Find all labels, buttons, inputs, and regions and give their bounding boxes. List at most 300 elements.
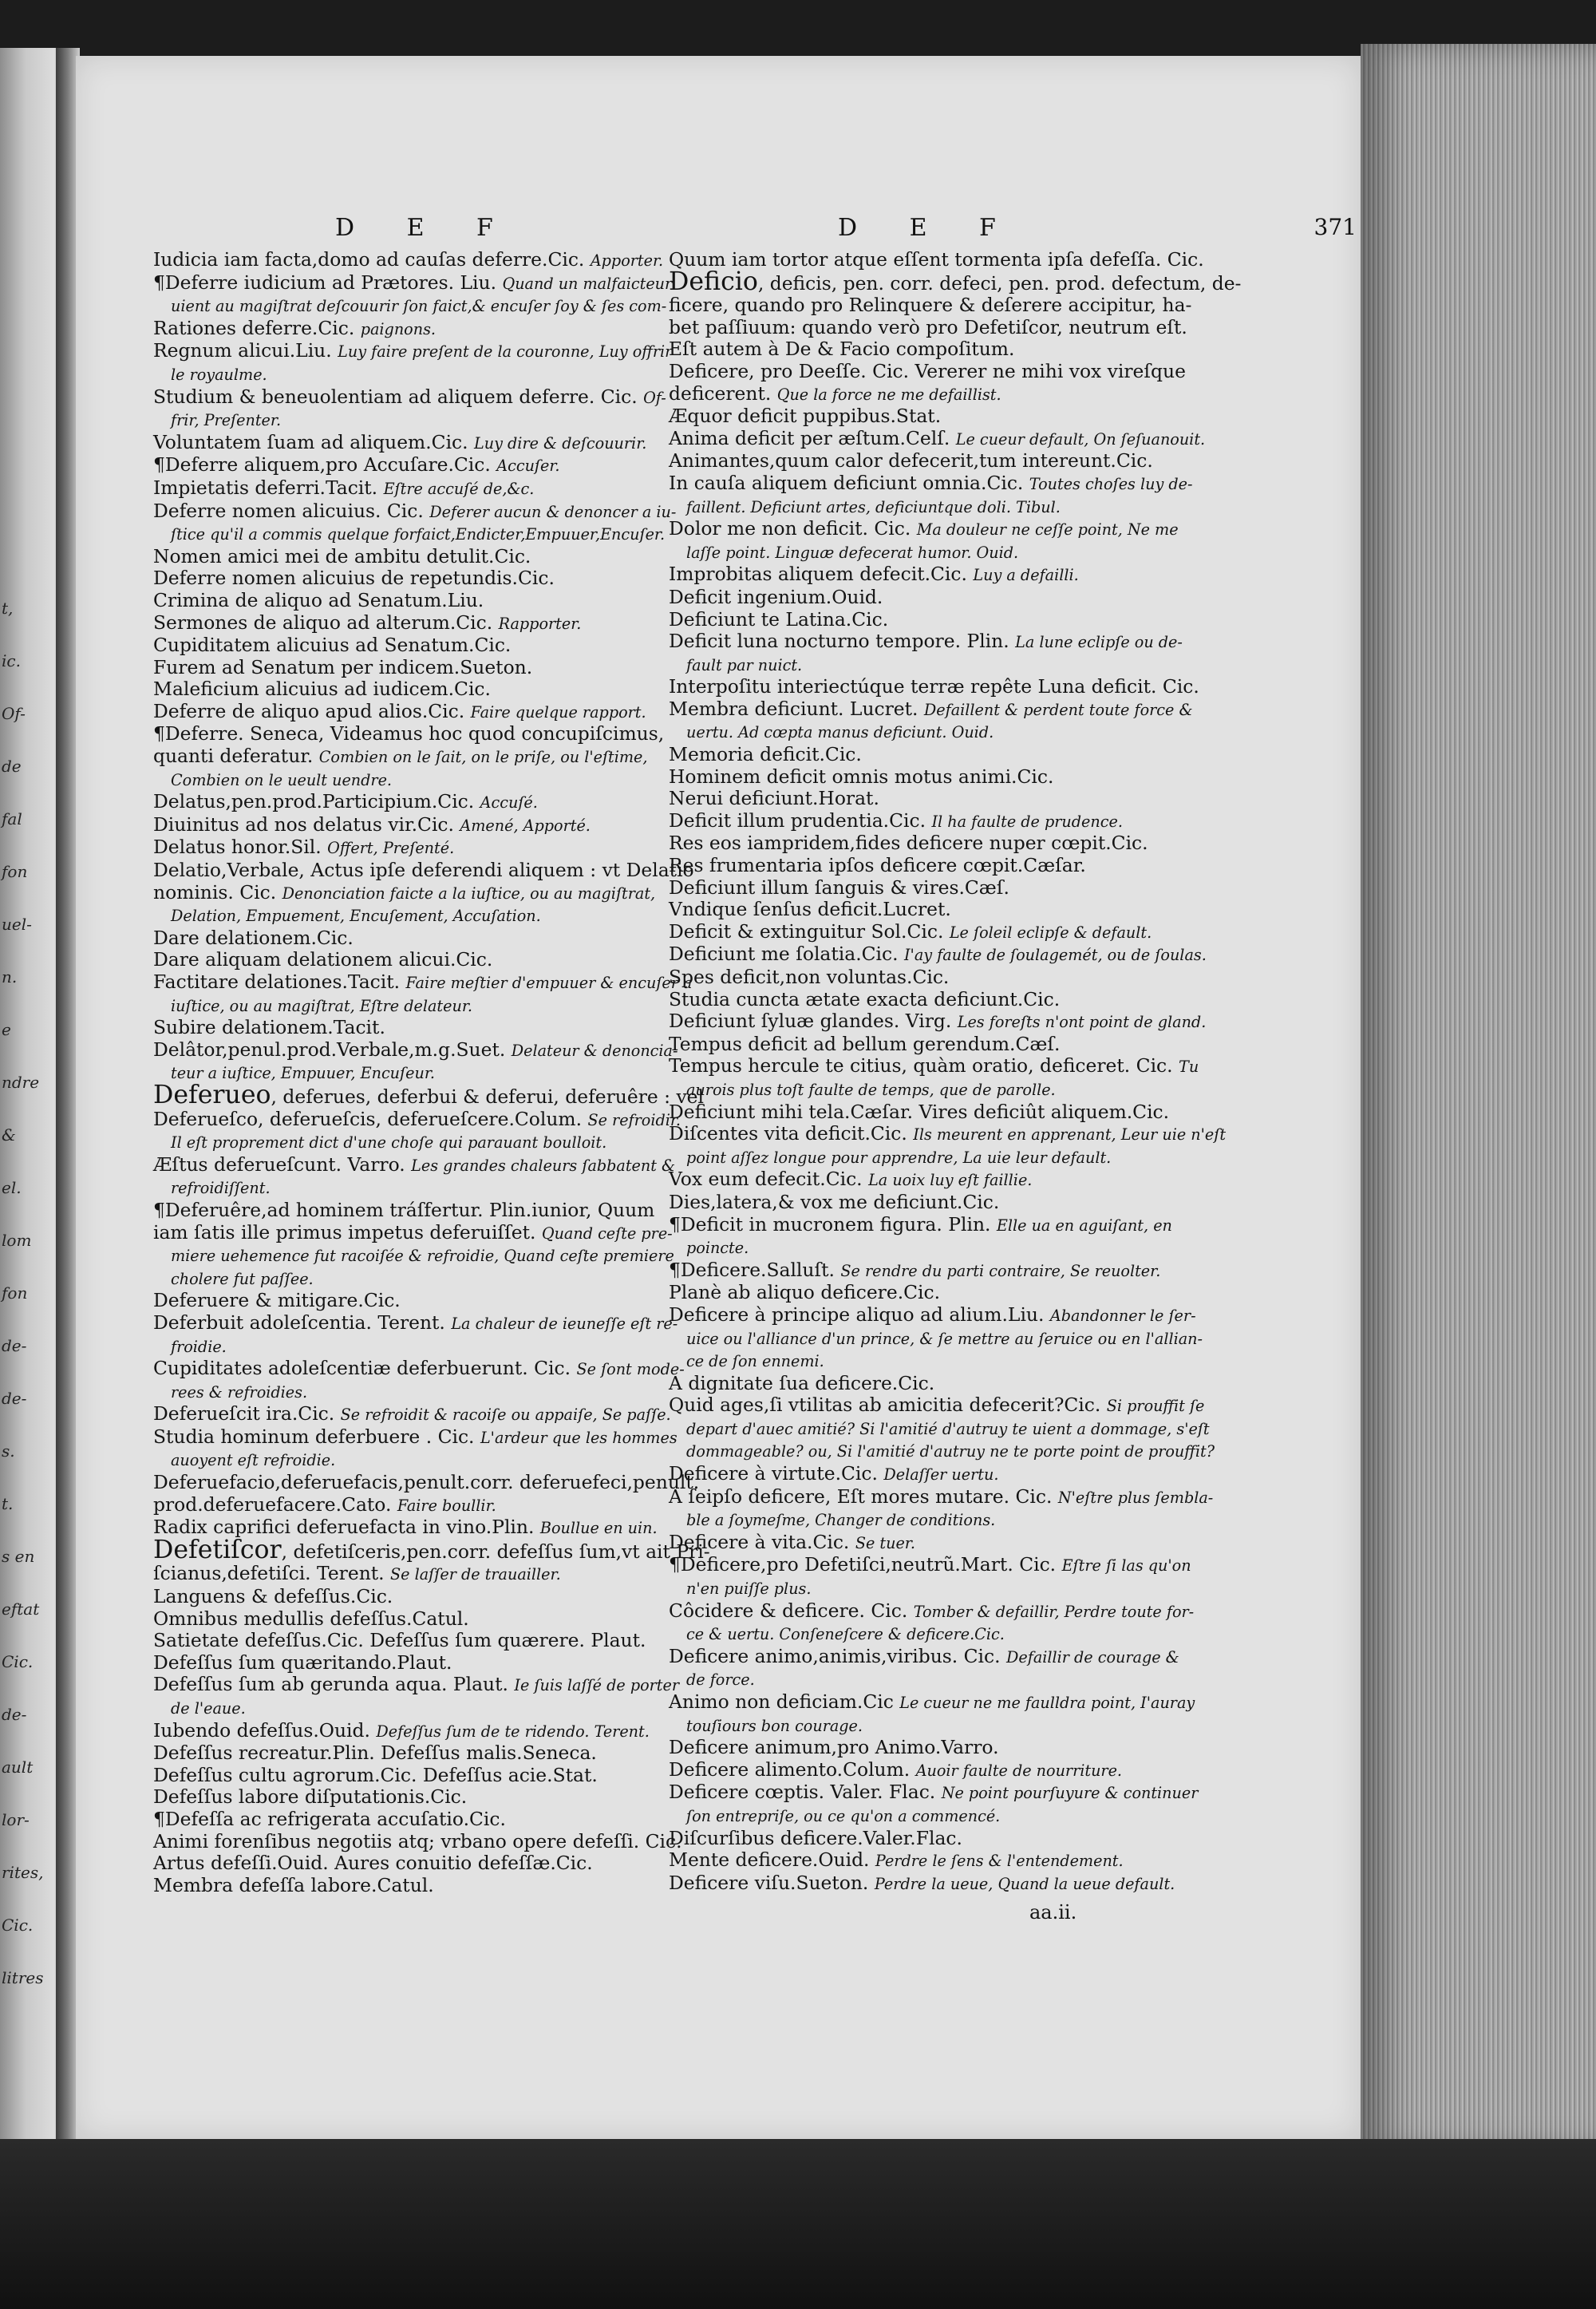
margin-fragment: t. [2,1494,14,1513]
french-gloss: touſiours bon courage. [686,1716,863,1735]
left-entry [153,363,680,386]
left-entry [153,701,680,724]
margin-fragment: de- [2,1705,27,1724]
left-entry [153,882,680,905]
right-entry [669,496,1195,519]
latin-text: Radix caprifici deferuefacta in vino.Plin. [153,1516,535,1539]
left-entry [153,477,680,500]
left-entry [153,1426,680,1449]
latin-text: ¶Deferuêre,ad hominem tráſfertur. Plin.iunior, Quum [153,1198,655,1221]
french-gloss: Rapporter. [498,614,582,633]
left-entry [153,949,680,971]
left-entry [153,1720,680,1743]
latin-text: Dies,latera,& vox me deficiunt.Cic. [669,1190,1000,1213]
latin-text: Languens & defeſſus.Cic. [153,1585,393,1608]
french-gloss: rees & refroidies. [171,1382,308,1402]
french-gloss: paignons. [360,319,436,338]
latin-text: Defeſſus ſum quæritando.Plaut. [153,1651,452,1674]
left-entry [153,1630,680,1652]
latin-text: ¶Deferre iudicium ad Prætores. Liu. [153,271,497,294]
french-gloss: Quand un malfaicteur [502,274,673,293]
left-entry [153,1039,680,1062]
right-entry [669,698,1195,722]
latin-text: Deficere viſu.Sueton. [669,1871,869,1894]
french-gloss: ſon entrepriſe, ou ce qu'on a commencé. [686,1806,1001,1825]
left-entry [153,500,680,524]
left-entry [153,1131,680,1154]
left-entry [153,745,680,769]
latin-text: Deferre nomen alicuius de repetundis.Cic. [153,567,555,590]
french-gloss: ble a ſoymeſme, Changer de conditions. [686,1511,996,1530]
latin-text: Deficere animum,pro Animo.Varro. [669,1736,999,1759]
french-gloss: de force. [686,1670,755,1690]
latin-text: Deficit & extinguitur Sol.Cic. [669,919,944,943]
latin-text: Planè ab aliquo deficere.Cic. [669,1281,941,1304]
french-gloss: cholere fut paſſee. [171,1269,314,1288]
french-gloss: aurois plus toſt faulte de temps, que de parolle. [686,1080,1056,1099]
latin-text: Res eos iampridem,fides deficere nuper cœpit.Cic. [669,832,1148,855]
latin-text: Delâtor,penul.prod.Verbale,m.g.Suet. [153,1038,506,1061]
latin-text: Nerui deficiunt.Horat. [669,787,879,810]
latin-text: Æquor deficit puppibus.Stat. [669,405,942,428]
left-entry [153,1586,680,1608]
french-gloss: Delation, Empuement, Encuſement, Accuſation. [171,907,541,926]
latin-text: Defeſſus cultu agrorum.Cic. Defeſſus acie.Stat. [153,1763,598,1786]
right-entry [669,832,1195,855]
right-entry [669,1646,1195,1669]
left-entry [153,612,680,635]
right-entry [669,1577,1195,1600]
latin-text: Deficio, deficis, pen. corr. defeci, pen. prod. defectum, de- [669,267,1242,296]
latin-text: nominis. Cic. [153,880,277,903]
french-gloss: Se refroidir. [587,1110,681,1129]
french-gloss: Il eſt proprement dict d'une choſe qui parauant boulloit. [171,1133,607,1153]
table-background [0,2139,1596,2309]
signature-mark: aa.ii. [1029,1901,1077,1924]
left-entry [153,1080,705,1109]
latin-text: quanti deferatur. [153,745,314,768]
left-entry [153,1017,680,1039]
left-entry [153,249,680,272]
french-gloss: teur a iuſtice, Empuuer, Encuſeur. [171,1064,435,1083]
latin-text: Æſtus deferueſcunt. Varro. [153,1153,405,1176]
latin-text: Deferuere & mitigare.Cic. [153,1289,401,1312]
french-gloss: Luy a defailli. [973,566,1079,585]
french-gloss: Perdre le ſens & l'entendement. [875,1852,1124,1871]
left-entry [153,1267,680,1291]
french-gloss: Le ſoleil eclipſe & default. [949,923,1152,942]
right-entry [669,989,1195,1011]
margin-fragment: Cic. [2,1916,34,1935]
left-entry [153,1765,680,1787]
latin-text: Deficere à virtute.Cic. [669,1462,878,1485]
latin-text: Voluntatem ſuam ad aliquem.Cic. [153,430,468,453]
french-gloss: de l'eaue. [171,1699,246,1718]
left-entry [153,1335,680,1358]
latin-text: Nomen amici mei de ambitu detulit.Cic. [153,544,531,567]
latin-text: Vox eum defecit.Cic. [669,1168,863,1191]
right-entry [669,426,1206,451]
left-entry [153,1742,680,1765]
margin-fragment: ic. [2,651,21,670]
right-entry [669,1373,1195,1395]
latin-text: Deficere à vita.Cic. [669,1530,850,1553]
latin-text: Iubendo defeſſus.Ouid. [153,1718,370,1742]
right-entry [669,744,1195,766]
margin-fragment: eftat [2,1599,40,1619]
latin-text: Omnibus medullis defeſſus.Catul. [153,1607,469,1630]
left-entry [153,295,680,318]
french-gloss: Tu [1179,1058,1199,1077]
french-gloss: Of- [643,388,666,407]
french-gloss: Luy dire & deſcouurir. [474,433,647,453]
latin-text: Defeſſus recreatur.Plin. Defeſſus malis.Seneca. [153,1742,597,1765]
margin-fragment: fal [2,809,22,828]
left-entry [153,567,680,590]
french-gloss: N'eſtre plus ſembla- [1057,1488,1214,1507]
latin-text: Hominem deficit omnis motus animi.Cic. [669,765,1054,788]
french-gloss: L'ardeur que les hommes [480,1428,678,1447]
page-edges [1361,44,1596,2151]
left-entry [153,1312,680,1335]
left-entry [153,1786,680,1809]
latin-text: iam ſatis ille primus impetus deferuiſſet. [153,1220,536,1243]
right-entry [669,317,1195,339]
left-entry [153,1809,680,1831]
latin-text: Quid ages,ſi vtilitas ab amicitia defecerit?Cic. [669,1394,1101,1417]
french-gloss: Faire meſtier d'empuuer & encuſer a [405,974,693,992]
french-gloss: Apporter. [590,251,664,270]
french-gloss: Boullue en uin. [539,1519,658,1538]
left-running-head: D E F [335,214,516,242]
left-entry [153,836,680,860]
french-gloss: Le cueur default, On ſeſuanouit. [955,429,1206,449]
french-gloss: dommageable? ou, Si l'amitié d'autruy ne te porte point de prouffit? [686,1442,1215,1461]
french-gloss: froidie. [171,1337,227,1356]
left-entry [153,1381,680,1404]
french-gloss: uertu. Ad cœpta manus deficiunt. Ouid. [686,723,994,742]
right-entry [669,631,1195,654]
latin-text: Defeſſus ſum ab gerunda aqua. Plaut. [153,1673,508,1696]
right-entry [669,899,1195,921]
latin-text: Factitare delationes.Tacit. [153,971,401,993]
left-entry [153,859,694,882]
latin-text: Deferueo, deferues, deferbui & deferui, deferuêre : vel [153,1080,705,1109]
french-gloss: Amené, Apporté. [460,816,591,835]
margin-fragment: de- [2,1389,27,1408]
latin-text: Membra deficiunt. Lucret. [669,697,918,720]
left-entry [153,1200,680,1222]
left-entry [153,1357,685,1381]
margin-fragment: litres [2,1968,44,1987]
right-entry [669,1327,1203,1350]
left-entry [153,657,680,679]
french-gloss: La uoix luy eſt faillie. [868,1171,1033,1190]
latin-text: Deferueſcit ira.Cic. [153,1402,335,1425]
left-entry [153,1449,680,1472]
latin-text: Deficere cœptis. Valer. Flac. [669,1781,936,1804]
latin-text: Deferuefacio,deferuefacis,penult.corr. deferuefeci,penult. [153,1471,700,1494]
right-entry [669,1350,1195,1373]
left-entry [153,318,680,341]
left-entry [153,1109,680,1132]
margin-fragment: lor- [2,1810,30,1829]
margin-fragment: el. [2,1178,22,1197]
french-gloss: Les grandes chaleurs ſabbatent & [411,1156,676,1175]
latin-text: Diſcurſibus deficere.Valer.Flac. [669,1826,962,1849]
latin-text: Deficiunt mihi tela.Cæſar. Vires deficiût aliquem.Cic. [669,1100,1170,1123]
left-entry [153,1875,680,1897]
latin-text: Improbitas aliquem defecit.Cic. [669,563,967,586]
french-gloss: Defeſſus ſum de te ridendo. Terent. [376,1722,650,1741]
right-entry [669,1010,1207,1034]
french-gloss: Denonciation faicte a la iuſtice, ou au magiſtrat, [282,884,656,903]
french-gloss: Se rendre du parti contraire, Se reuolter. [840,1261,1161,1280]
latin-text: Deferre nomen alicuius. Cic. [153,499,424,522]
right-entry [669,1168,1195,1192]
french-gloss: faillent. Deficiunt artes, deficiuntque doli. Tibul. [686,497,1061,516]
latin-text: Anima deficit per æſtum.Celſ. [669,426,950,449]
latin-text: Deficere alimento.Colum. [669,1757,911,1781]
french-gloss: Luy faire preſent de la couronne, Luy offrir [338,342,673,362]
right-entry [669,1737,1195,1759]
latin-text: Furem ad Senatum per indicem.Sueton. [153,655,533,678]
right-entry [669,338,1195,361]
latin-text: Mente deficere.Ouid. [669,1848,870,1872]
right-entry [669,1805,1195,1828]
french-gloss: laſſe point. Linguæ defecerat humor. Ouid. [686,543,1019,562]
left-entry [153,454,680,477]
latin-text: ¶Defeſſa ac refrigerata accuſatio.Cic. [153,1807,506,1830]
french-gloss: miere uehemence fut racoiſée & refroidie, Quand ceſte premiere [171,1247,674,1266]
left-entry [153,971,693,994]
right-entry [669,1034,1195,1056]
french-gloss: refroidiſſent. [171,1179,271,1198]
latin-text: Côcidere & deficere. Cic. [669,1599,908,1622]
latin-text: Deficiunt me ſolatia.Cic. [669,943,899,966]
right-entry [669,766,1195,789]
latin-text: A ſeipſo deficere, Eſt mores mutare. Cic. [669,1485,1053,1508]
latin-text: Dare aliquam delationem alicui.Cic. [153,948,493,971]
french-gloss: ſtice qu'il a commis quelque forfaict,Endicter,Empuuer,Encuſer. [171,525,666,544]
latin-text: Defeſſus labore diſputationis.Cic. [153,1785,468,1809]
latin-text: Tempus deficit ad bellum gerendum.Cæſ. [669,1032,1061,1055]
latin-text: Studia hominum deferbuere . Cic. [153,1425,475,1448]
french-gloss: Le cueur ne me faulldra point, I'auray [899,1694,1195,1712]
right-entry [669,943,1207,967]
latin-text: Deficiunt ſyluæ glandes. Virg. [669,1010,952,1033]
french-gloss: Se ſont mode- [576,1360,685,1379]
french-gloss: Abandonner le ſer- [1049,1306,1196,1325]
right-entry [669,675,1199,698]
latin-text: Animantes,quum calor defecerit,tum intereunt.Cic. [669,449,1153,472]
right-entry [669,1440,1215,1463]
right-entry [669,450,1195,472]
right-entry [669,1054,1199,1078]
right-entry [669,1872,1195,1896]
latin-text: Diſcentes vita deficit.Cic. [669,1122,907,1145]
latin-text: prod.deferuefacere.Cato. [153,1493,392,1516]
french-gloss: Combien on le ueult uendre. [171,770,393,789]
french-gloss: Combien on le ſait, on le priſe, ou l'eſtime, [318,748,648,767]
latin-text: Regnum alicui.Liu. [153,339,332,362]
french-gloss: Faire boullir. [397,1496,496,1515]
headword: Deferueo [153,1080,271,1109]
french-gloss: ce & uertu. Conſeneſcere & deficere.Cic. [686,1625,1005,1644]
french-gloss: Ne point pourſuyure & continuer [941,1784,1199,1803]
latin-text: Eſt autem à De & Facio compoſitum. [669,338,1015,361]
right-entry [669,383,1195,406]
left-entry [153,432,680,455]
latin-text: Deferre de aliquo apud alios.Cic. [153,699,465,722]
french-gloss: Offert, Preſenté. [327,839,455,858]
margin-fragment: de [2,757,22,776]
french-gloss: Faire quelque rapport. [470,702,646,722]
left-entry [153,769,680,792]
left-entry [153,1831,680,1853]
right-entry [669,609,1195,631]
french-gloss: ce de ſon ennemi. [686,1352,824,1371]
right-entry [669,518,1195,541]
right-running-head: D E F [838,214,1018,242]
latin-text: A dignitate ſua deficere.Cic. [669,1371,935,1394]
latin-text: Deferbuit adoleſcentia. Terent. [153,1311,445,1334]
latin-text: Delatus honor.Sil. [153,836,322,859]
french-gloss: le royaulme. [171,365,267,384]
french-gloss: Deferer aucun & denoncer a iu- [429,502,677,521]
right-column [669,248,1242,1895]
right-entry [669,788,1195,810]
margin-fragment: t, [2,599,14,618]
french-gloss: Tomber & defaillir, Perdre toute for- [913,1602,1195,1621]
latin-text: Dare delationem.Cic. [153,926,354,949]
latin-text: In cauſa aliquem deficiunt omnia.Cic. [669,471,1024,494]
right-entry [669,1759,1195,1782]
french-gloss: uice ou l'alliance d'un prince, & ſe mettre au ſeruice ou en l'allian- [686,1329,1203,1348]
right-entry [669,1417,1210,1441]
latin-text: Deficit ingenium.Ouid. [669,585,883,608]
french-gloss: Accuſer. [496,457,560,476]
french-gloss: La lune eclipſe ou de- [1015,633,1183,652]
french-gloss: auoyent eſt refroidie. [171,1451,336,1470]
latin-text: Tempus hercule te citius, quàm oratio, deficeret. Cic. [669,1054,1173,1077]
left-entry [153,1563,680,1586]
latin-text: Deferueſco, deferueſcis, deferueſcere.Colum. [153,1107,583,1130]
right-entry [669,1259,1195,1283]
right-entry [669,1828,1195,1850]
right-entry [669,1394,1205,1417]
latin-text: ¶Deficit in mucronem figura. Plin. [669,1212,991,1236]
latin-text: Animo non deficiam.Cic [669,1690,894,1713]
latin-text: Deficit luna nocturno tempore. Plin. [669,630,1009,653]
latin-text: Deficit illum prudentia.Cic. [669,809,926,832]
latin-text: Dolor me non deficit. Cic. [669,517,911,540]
right-entry [669,1781,1199,1805]
latin-text: ¶Deferre aliquem,pro Accuſare.Cic. [153,453,491,476]
margin-fragment: fon [2,862,28,881]
right-entry [669,1122,1227,1146]
french-gloss: iuſtice, ou au magiſtrat, Eſtre delateur. [171,996,472,1015]
right-entry [669,563,1195,587]
right-entry [669,1691,1195,1714]
french-gloss: n'en puiſſe plus. [686,1580,812,1599]
left-entry [153,791,680,814]
left-entry [153,1154,680,1177]
right-entry [669,405,1195,428]
latin-text: Vndique ſenſus deficit.Lucret. [669,898,951,921]
latin-text: bet paſſiuum: quando verò pro Defetiſcor, neutrum eſt. [669,315,1187,338]
left-entry [153,1222,680,1245]
latin-text: Deficiunt illum ſanguis & vires.Cæſ. [669,876,1009,899]
margin-fragment: Of- [2,704,26,723]
right-entry [669,1078,1195,1101]
latin-text: Interpoſitu interiectúque terræ repête Luna deficit. Cic. [669,675,1199,698]
margin-fragment: ndre [2,1073,40,1092]
left-entry [153,546,680,568]
left-column [153,248,710,1896]
french-gloss: Quand ceſte pre- [541,1224,673,1243]
french-gloss: La chaleur de ieuneſſe eſt re- [451,1314,678,1333]
margin-fragment: ault [2,1757,34,1777]
french-gloss: Delateur & denoncia- [511,1041,678,1060]
right-entry [669,472,1195,496]
latin-text: Defetiſcor, defetiſceris,pen.corr. defeſſus ſum,vt ait Pri- [153,1535,710,1564]
french-gloss: Perdre la ueue, Quand la ueue default. [874,1874,1175,1893]
margin-fragment: uel- [2,915,32,934]
french-gloss: Se laſſer de trauailler. [390,1565,561,1584]
right-entry [669,1600,1195,1623]
left-entry [153,1535,710,1564]
left-entry [153,340,680,363]
right-entry [669,877,1195,899]
right-entry [669,921,1195,944]
latin-text: Membra defeſſa labore.Catul. [153,1873,434,1896]
french-gloss: Se tuer. [855,1533,915,1552]
latin-text: Quum iam tortor atque eſſent tormenta ipſa defeſſa. Cic. [669,248,1204,271]
right-entry [669,587,1195,609]
left-entry [153,1244,680,1267]
page-number: 371 [1314,214,1357,240]
latin-text: Iudicia iam facta,domo ad cauſas deferre.Cic. [153,248,585,271]
french-gloss: Les foreſts n'ont point de gland. [957,1013,1207,1032]
left-entry [153,1471,700,1494]
french-gloss: Ma douleur ne ceſſe point, Ne me [916,520,1179,540]
french-gloss: Accuſé. [480,793,538,812]
latin-text: Delatio,Verbale, Actus ipſe deferendi aliquem : vt Delatio [153,859,694,882]
french-gloss: Si prouffit ſe [1106,1397,1205,1416]
latin-text: Studium & beneuolentiam ad aliquem deferre. Cic. [153,385,638,408]
right-entry [669,267,1242,296]
french-gloss: Defaillent & perdent toute force & [923,700,1193,719]
previous-page-sliver [0,48,64,2155]
left-entry [153,386,680,409]
margin-fragment: Cic. [2,1652,34,1671]
french-gloss: Delaſſer uertu. [883,1465,999,1485]
latin-text: Maleficium alicuius ad iudicem.Cic. [153,678,491,701]
margin-fragment: fon [2,1283,28,1303]
latin-text: Spes deficit,non voluntas.Cic. [669,966,950,988]
left-entry [153,927,680,950]
left-entry [153,272,680,295]
margin-fragment: de- [2,1336,27,1355]
right-entry [669,1532,1195,1555]
french-gloss: Auoir faulte de nourriture. [915,1761,1123,1780]
latin-text: Deficere animo,animis,viribus. Cic. [669,1644,1001,1667]
left-entry [153,814,680,837]
right-entry [669,1554,1195,1577]
headword: Deficio [669,267,758,296]
french-gloss: fault par nuict. [686,655,803,674]
